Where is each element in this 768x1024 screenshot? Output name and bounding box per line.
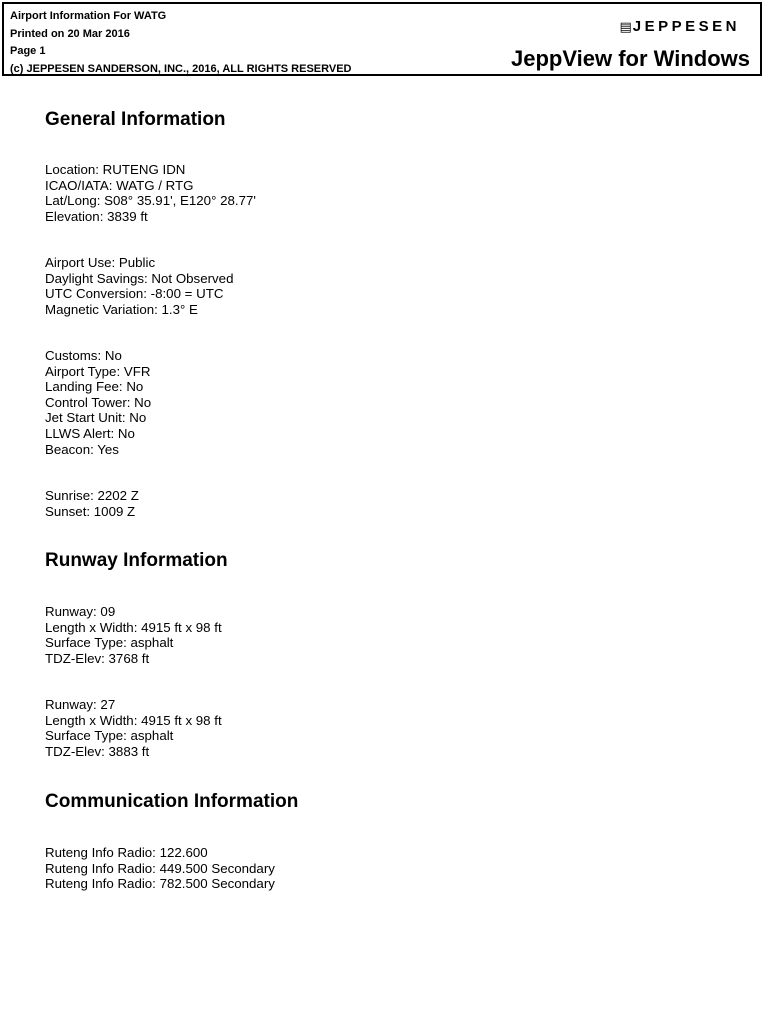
beacon-line: Beacon: Yes [45,441,119,457]
header-info [10,8,352,78]
runway-27-group [45,697,222,759]
utc-conversion-line: UTC Conversion: -8:00 = UTC [45,286,224,302]
control-tower-line: Control Tower: No [45,394,152,410]
radio-frequency-line: Ruteng Info Radio: 449.500 Secondary [45,860,275,876]
radio-frequency-line: Ruteng Info Radio: 122.600 [45,845,208,860]
runway-tdz-elev-line: TDZ-Elev: 3883 ft [45,743,150,759]
general-group-4 [45,488,139,519]
runway-dimensions-line: Length x Width: 4915 ft x 98 ft [45,712,222,728]
runway-id-line: Runway: 27 [45,697,116,712]
location-line: Location: RUTENG IDN [45,162,186,177]
header-printed-date: Printed on 20 Mar 2016 [10,27,130,40]
sunset-line: Sunset: 1009 Z [45,503,136,519]
general-group-3 [45,348,151,457]
header-title: Airport Information For WATG [10,10,167,22]
jet-start-unit-line: Jet Start Unit: No [45,410,147,426]
general-group-2 [45,255,233,317]
jeppesen-brand [619,18,740,35]
general-group-1 [45,162,256,224]
runway-surface-line: Surface Type: asphalt [45,728,174,744]
lat-long-line: Lat/Long: S08° 35.91', E120° 28.77' [45,193,256,209]
sunrise-line: Sunrise: 2202 Z [45,488,139,503]
runway-tdz-elev-line: TDZ-Elev: 3768 ft [45,650,150,666]
customs-line: Customs: No [45,348,122,363]
runway-dimensions-line: Length x Width: 4915 ft x 98 ft [45,619,222,635]
airport-use-line: Airport Use: Public [45,255,156,270]
runway-09-group [45,604,222,666]
elevation-line: Elevation: 3839 ft [45,208,148,224]
header-copyright: (c) JEPPESEN SANDERSON, INC., 2016, ALL RIGHTS RESERVED [10,62,352,75]
communication-group [45,845,275,892]
general-info-heading: General Information [45,109,226,130]
product-name: JeppView for Windows [511,46,750,71]
runway-surface-line: Surface Type: asphalt [45,635,174,651]
llws-alert-line: LLWS Alert: No [45,425,135,441]
airport-type-line: Airport Type: VFR [45,363,151,379]
document-header [2,2,762,76]
icao-iata-line: ICAO/IATA: WATG / RTG [45,177,194,193]
jeppesen-logo-icon: ▤ [619,19,632,34]
daylight-savings-line: Daylight Savings: Not Observed [45,270,234,286]
brand-name: JEPPESEN [632,18,740,35]
runway-id-line: Runway: 09 [45,604,116,619]
landing-fee-line: Landing Fee: No [45,379,144,395]
magnetic-variation-line: Magnetic Variation: 1.3° E [45,301,198,317]
communication-info-heading: Communication Information [45,791,299,812]
runway-info-heading: Runway Information [45,550,228,571]
radio-frequency-line: Ruteng Info Radio: 782.500 Secondary [45,876,275,892]
header-page-number: Page 1 [10,45,46,57]
